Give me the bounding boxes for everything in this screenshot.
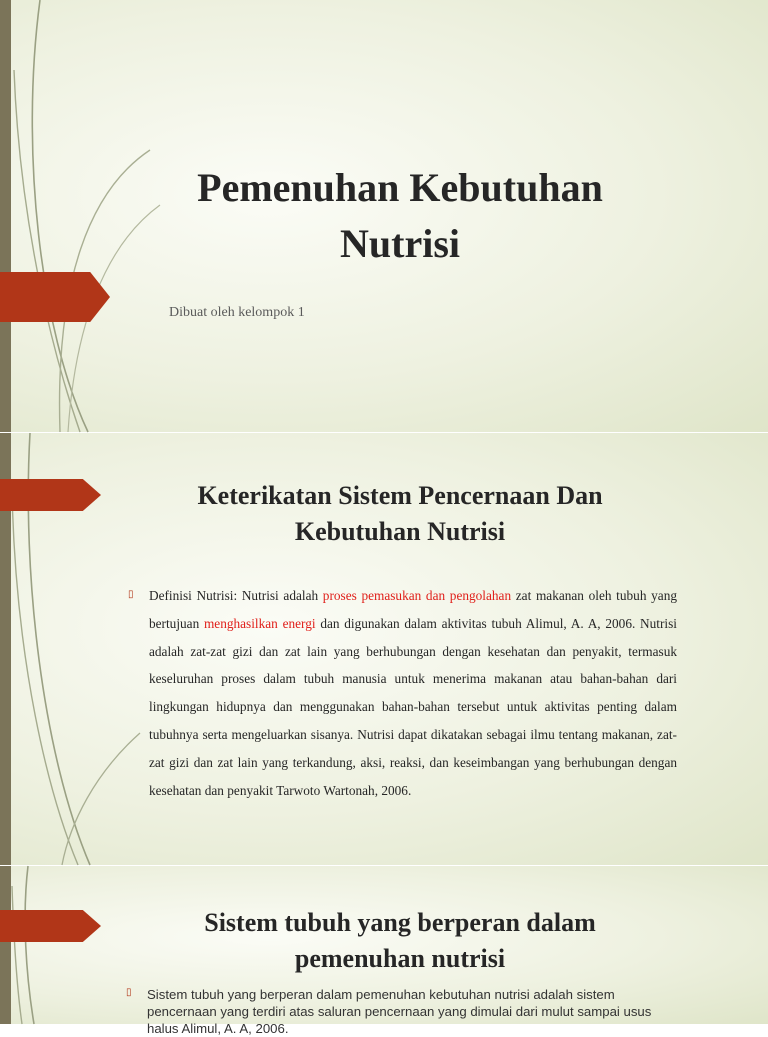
title-line: Keterikatan Sistem Pencernaan Dan <box>197 481 603 510</box>
arrow-marker <box>0 910 101 942</box>
highlight-text: menghasilkan energi <box>203 615 316 631</box>
paragraph-text: zat makanan oleh tubuh yang bertujuan <box>149 588 677 631</box>
decorative-curves <box>0 0 140 432</box>
title-line: Nutrisi <box>340 221 460 266</box>
title-line: Kebutuhan Nutrisi <box>294 517 506 546</box>
slide-definition <box>0 433 768 865</box>
decorative-curves <box>0 866 140 1024</box>
highlight-text: proses pemasukan dan pengolahan <box>322 588 512 603</box>
section-title <box>120 905 680 977</box>
subtitle: Dibuat oleh kelompok 1 <box>169 305 305 320</box>
title-line: pemenuhan nutrisi <box>294 944 506 973</box>
slide-title <box>0 0 768 432</box>
arrow-marker <box>0 272 110 322</box>
definition-paragraph <box>149 582 677 804</box>
title-line: Pemenuhan Kebutuhan <box>197 165 603 210</box>
section-title <box>120 478 680 550</box>
page-title <box>130 160 670 272</box>
systems-paragraph: Sistem tubuh yang berperan dalam pemenuhan kebutuhan nutrisi adalah sistem pencernaan yang terdiri atas saluran pencernaan yang dimulai dari mulut sampai usus halus Alimul, A. A, 2006. <box>147 987 652 1036</box>
bullet-icon: ▯ <box>126 987 132 998</box>
title-line: Sistem tubuh yang berperan dalam <box>204 908 596 937</box>
paragraph-text: Definisi Nutrisi: Nutrisi adalah <box>149 588 323 603</box>
slide-systems <box>0 866 768 1036</box>
paragraph-text: dan digunakan dalam aktivitas tubuh Alimul, A. A, 2006. Nutrisi adalah zat-zat gizi dan zat lain yang berhubungan dengan kesehatan dan penyakit, termasuk keseluruhan proses dalam tubuh manusia untuk menerima makanan atau bahan-bahan dari lingkungan hidupnya dan menggunakan bahan-bahan tersebut untuk aktivitas penting dalam tubuhnya serta mengeluarkan sisanya. Nutrisi dapat dikatakan sebagai ilmu tentang makanan, zat-zat gizi dan zat lain yang terkandung, aksi, reaksi, dan keseimbangan yang berhubungan dengan kesehatan dan penyakit Tarwoto Wartonah, 2006. <box>149 615 677 798</box>
bullet-icon: ▯ <box>128 589 134 600</box>
arrow-marker <box>0 479 101 511</box>
